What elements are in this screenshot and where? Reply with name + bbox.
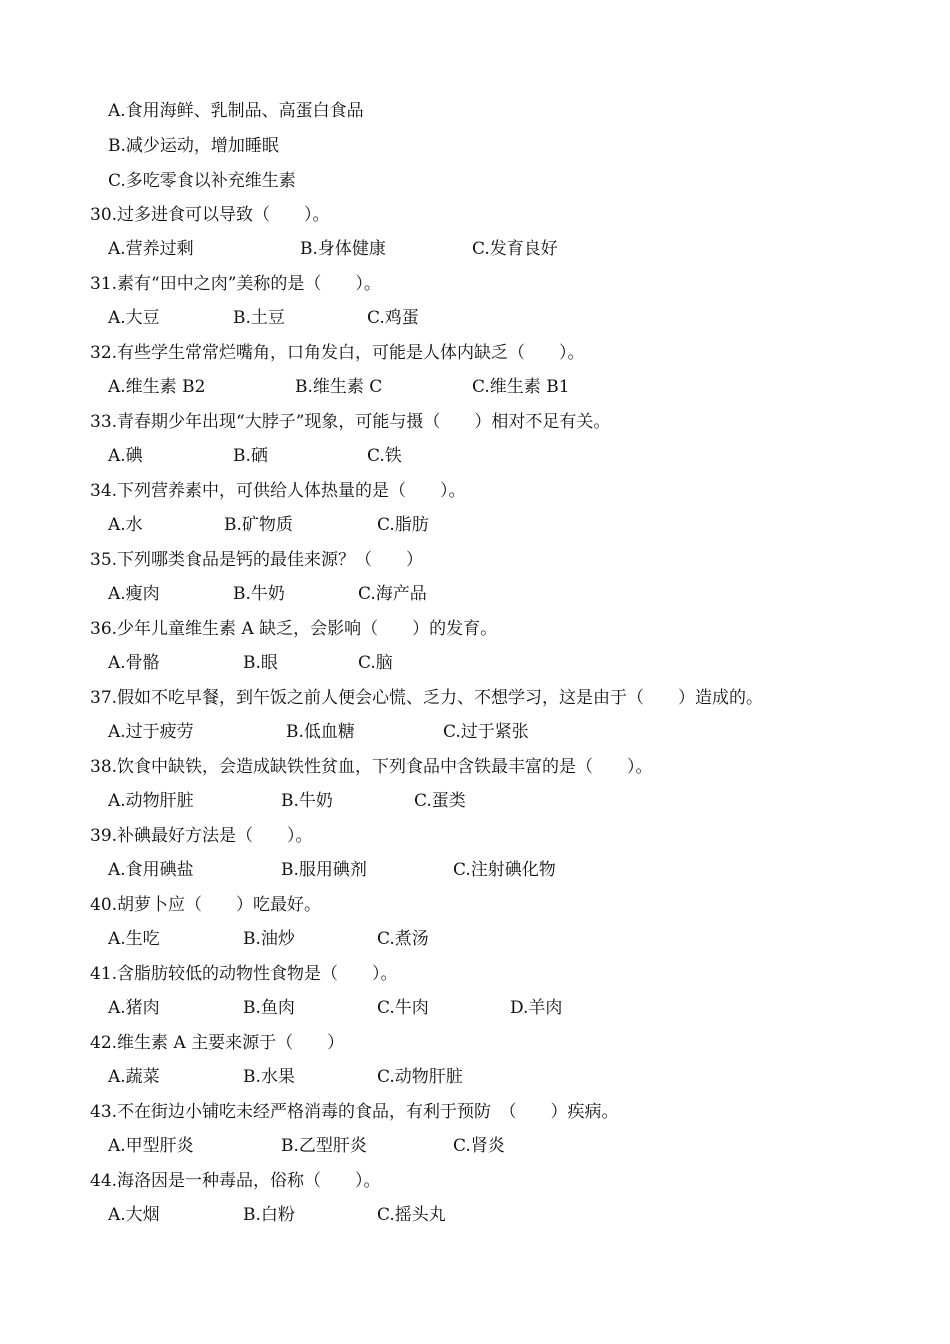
question-44-option-a: A.大烟 — [108, 1205, 160, 1225]
question-37-option-b: B.低血糖 — [286, 722, 355, 742]
question-41-option-a: A.猪肉 — [108, 998, 160, 1018]
question-36-option-c: C.脑 — [358, 653, 393, 673]
question-41-option-b: B.鱼肉 — [243, 998, 295, 1018]
question-37-option-a: A.过于疲劳 — [108, 722, 194, 742]
question-35-option-a: A.瘦肉 — [108, 584, 160, 604]
question-44-option-c: C.摇头丸 — [377, 1205, 446, 1225]
question-34-option-b: B.矿物质 — [224, 515, 293, 535]
question-40-option-c: C.煮汤 — [377, 929, 429, 949]
question-43-option-a: A.甲型肝炎 — [108, 1136, 194, 1156]
question-30-option-c: C.发育良好 — [472, 239, 558, 259]
question-32-stem: 32.有些学生常常烂嘴角，口角发白，可能是人体内缺乏（ ）。 — [90, 343, 585, 363]
question-30-option-a: A.营养过剩 — [108, 239, 194, 259]
question-39-option-c: C.注射碘化物 — [453, 860, 556, 880]
question-34-stem: 34.下列营养素中，可供给人体热量的是（ ）。 — [90, 481, 466, 501]
question-38-option-c: C.蛋类 — [414, 791, 466, 811]
lead-option-a: A.食用海鲜、乳制品、高蛋白食品 — [108, 101, 364, 121]
question-38-option-a: A.动物肝脏 — [108, 791, 194, 811]
lead-option-c: C.多吃零食以补充维生素 — [108, 171, 296, 191]
question-42-option-c: C.动物肝脏 — [377, 1067, 463, 1087]
question-37-stem: 37.假如不吃早餐，到午饭之前人便会心慌、乏力、不想学习，这是由于（ ）造成的。 — [90, 688, 764, 708]
question-37-option-c: C.过于紧张 — [443, 722, 529, 742]
question-30-option-b: B.身体健康 — [300, 239, 386, 259]
question-44-stem: 44.海洛因是一种毒品，俗称（ ）。 — [90, 1171, 381, 1191]
question-36-option-b: B.眼 — [243, 653, 278, 673]
question-43-option-b: B.乙型肝炎 — [281, 1136, 367, 1156]
question-32-option-c: C.维生素 B1 — [472, 377, 570, 397]
question-36-option-a: A.骨骼 — [108, 653, 160, 673]
question-33-option-a: A.碘 — [108, 446, 143, 466]
question-33-option-c: C.铁 — [367, 446, 402, 466]
question-42-option-b: B.水果 — [243, 1067, 295, 1087]
question-31-stem: 31.素有“田中之肉”美称的是（ ）。 — [90, 274, 381, 294]
question-35-option-b: B.牛奶 — [233, 584, 285, 604]
question-38-option-b: B.牛奶 — [281, 791, 333, 811]
question-38-stem: 38.饮食中缺铁，会造成缺铁性贫血，下列食品中含铁最丰富的是（ ）。 — [90, 757, 653, 777]
question-31-option-c: C.鸡蛋 — [367, 308, 419, 328]
question-35-option-c: C.海产品 — [358, 584, 427, 604]
question-43-option-c: C.肾炎 — [453, 1136, 505, 1156]
question-32-option-a: A.维生素 B2 — [108, 377, 206, 397]
question-39-stem: 39.补碘最好方法是（ ）。 — [90, 826, 313, 846]
question-39-option-a: A.食用碘盐 — [108, 860, 194, 880]
question-34-option-c: C.脂肪 — [377, 515, 429, 535]
question-42-option-a: A.蔬菜 — [108, 1067, 160, 1087]
question-36-stem: 36.少年儿童维生素 A 缺乏，会影响（ ）的发育。 — [90, 619, 498, 639]
question-44-option-b: B.白粉 — [243, 1205, 295, 1225]
question-41-option-c: C.牛肉 — [377, 998, 429, 1018]
question-34-option-a: A.水 — [108, 515, 143, 535]
question-31-option-b: B.土豆 — [233, 308, 285, 328]
question-41-stem: 41.含脂肪较低的动物性食物是（ ）。 — [90, 964, 398, 984]
question-40-option-b: B.油炒 — [243, 929, 295, 949]
question-40-stem: 40.胡萝卜应（ ）吃最好。 — [90, 895, 322, 915]
question-31-option-a: A.大豆 — [108, 308, 160, 328]
question-33-stem: 33.青春期少年出现“大脖子”现象，可能与摄（ ）相对不足有关。 — [90, 412, 611, 432]
question-43-stem: 43.不在街边小铺吃未经严格消毒的食品，有利于预防 （ ）疾病。 — [90, 1102, 619, 1122]
question-40-option-a: A.生吃 — [108, 929, 160, 949]
question-33-option-b: B.硒 — [233, 446, 268, 466]
question-42-stem: 42.维生素 A 主要来源于（ ） — [90, 1033, 345, 1053]
question-30-stem: 30.过多进食可以导致（ ）。 — [90, 205, 330, 225]
question-41-option-d: D.羊肉 — [510, 998, 563, 1018]
question-32-option-b: B.维生素 C — [295, 377, 383, 397]
question-35-stem: 35.下列哪类食品是钙的最佳来源？（ ） — [90, 550, 424, 570]
question-39-option-b: B.服用碘剂 — [281, 860, 367, 880]
lead-option-b: B.减少运动，增加睡眠 — [108, 136, 279, 156]
